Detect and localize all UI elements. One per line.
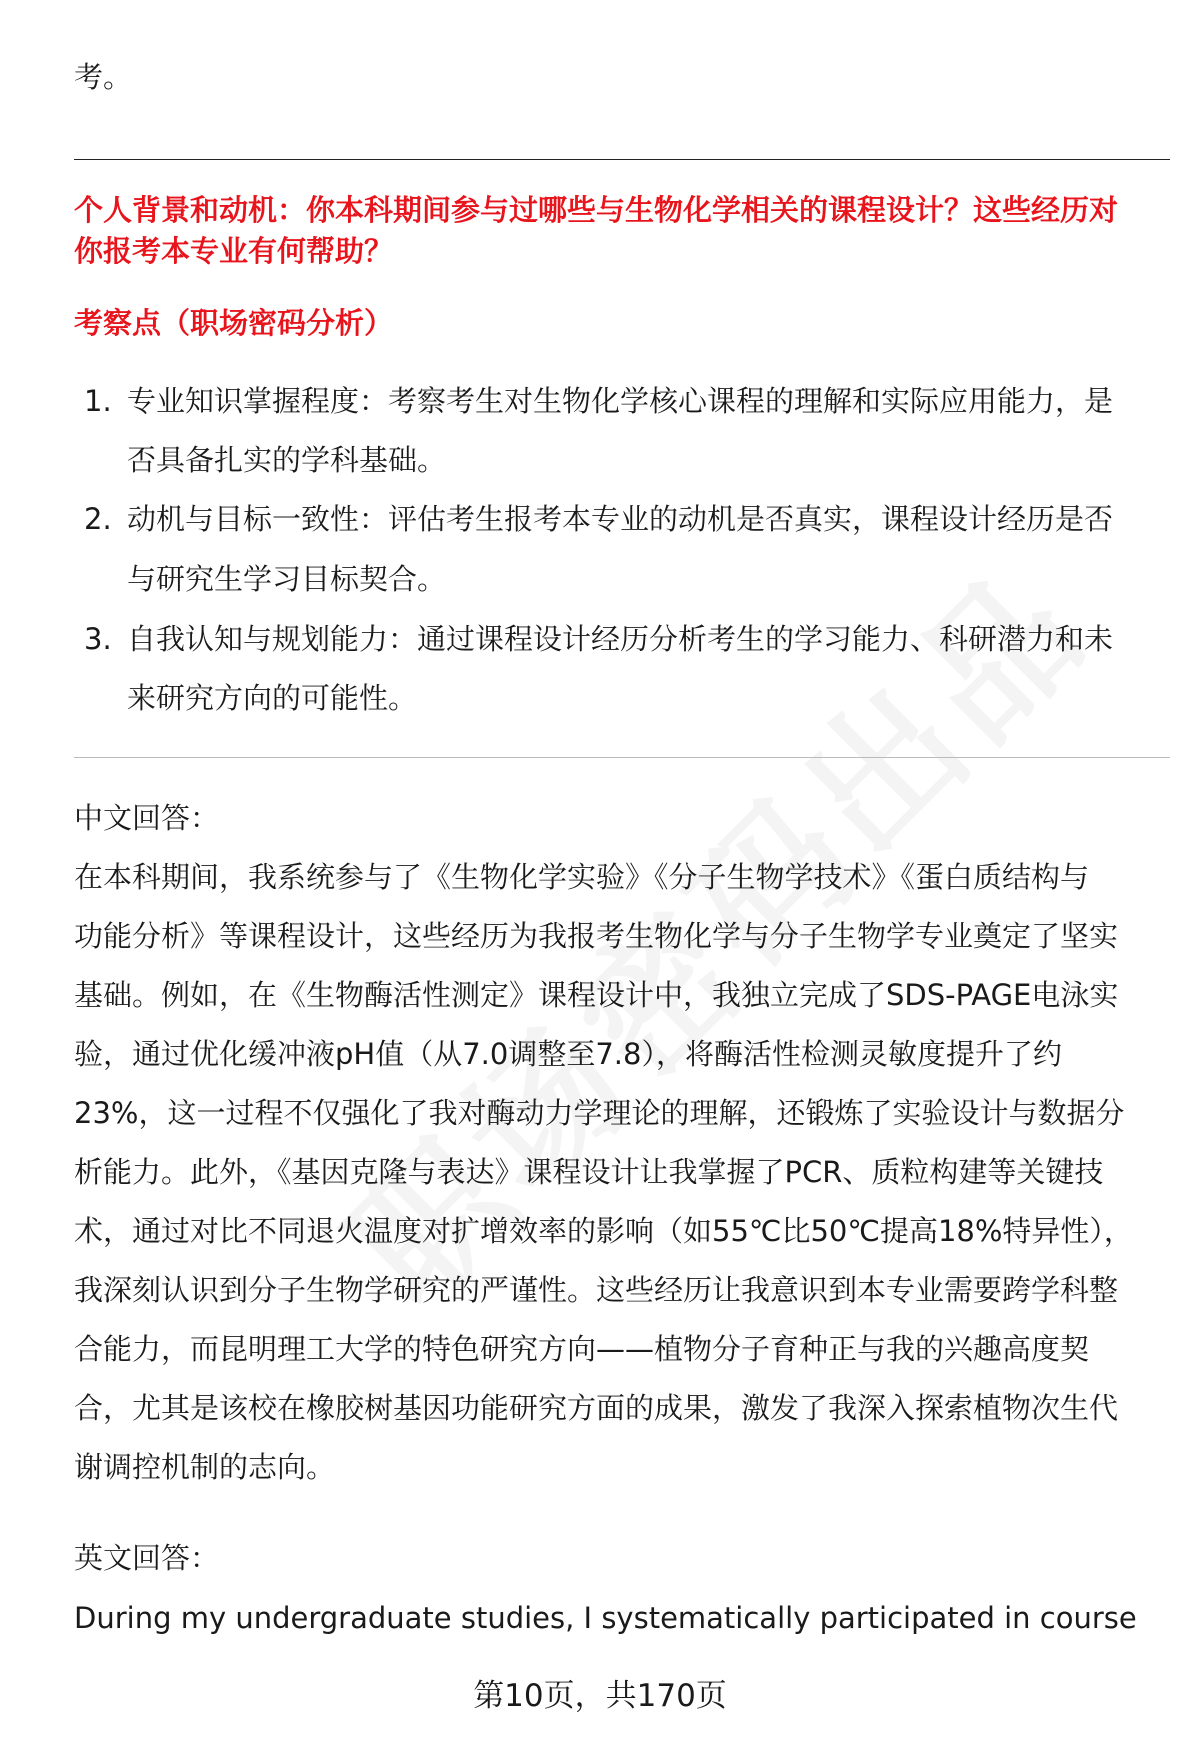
list-item-text: 专业知识掌握程度：考察考生对生物化学核心课程的理解和实际应用能力，是	[127, 384, 1114, 418]
list-item-text: 与研究生学习目标契合。	[127, 562, 447, 596]
answer-line: 合，尤其是该校在橡胶树基因功能研究方面的成果，激发了我深入探索植物次生代	[74, 1391, 1119, 1425]
chinese-answer-label: 中文回答：	[74, 801, 220, 835]
english-answer-line: During my undergraduate studies, I systematically participated in course	[74, 1601, 1137, 1635]
divider	[74, 757, 1170, 758]
page-footer: 第10页，共170页	[473, 1678, 727, 1714]
divider	[74, 159, 1170, 160]
list-item-text: 动机与目标一致性：评估考生报考本专业的动机是否真实，课程设计经历是否	[127, 502, 1114, 536]
answer-line: 功能分析》等课程设计，这些经历为我报考生物化学与分子生物学专业奠定了坚实	[74, 919, 1119, 953]
answer-line: 23%，这一过程不仅强化了我对酶动力学理论的理解，还锻炼了实验设计与数据分	[74, 1096, 1125, 1130]
list-number: 3.	[84, 622, 112, 656]
answer-line: 谢调控机制的志向。	[74, 1450, 336, 1484]
answer-line: 合能力，而昆明理工大学的特色研究方向——植物分子育种正与我的兴趣高度契	[74, 1332, 1090, 1366]
question-line: 你报考本专业有何帮助？	[74, 234, 394, 268]
question-line: 个人背景和动机：你本科期间参与过哪些与生物化学相关的课程设计？这些经历对	[74, 193, 1119, 227]
list-number: 2.	[84, 502, 112, 536]
list-item-text: 来研究方向的可能性。	[127, 681, 418, 715]
analysis-heading: 考察点（职场密码分析）	[74, 306, 394, 340]
list-number: 1.	[84, 384, 112, 418]
list-item-text: 否具备扎实的学科基础。	[127, 443, 447, 477]
top-fragment: 考。	[74, 60, 133, 94]
list-item-text: 自我认知与规划能力：通过课程设计经历分析考生的学习能力、科研潜力和未	[127, 622, 1114, 656]
answer-line: 验，通过优化缓冲液pH值（从7.0调整至7.8），将酶活性检测灵敏度提升了约	[74, 1037, 1062, 1071]
answer-line: 在本科期间，我系统参与了《生物化学实验》《分子生物学技术》《蛋白质结构与	[74, 860, 1090, 894]
english-answer-label: 英文回答：	[74, 1541, 220, 1575]
answer-line: 析能力。此外，《基因克隆与表达》课程设计让我掌握了PCR、质粒构建等关键技	[74, 1155, 1104, 1189]
answer-line: 基础。例如，在《生物酶活性测定》课程设计中，我独立完成了SDS-PAGE电泳实	[74, 978, 1119, 1012]
answer-line: 我深刻认识到分子生物学研究的严谨性。这些经历让我意识到本专业需要跨学科整	[74, 1273, 1119, 1307]
answer-line: 术，通过对比不同退火温度对扩增效率的影响（如55℃比50℃提高18%特异性），	[74, 1214, 1133, 1248]
